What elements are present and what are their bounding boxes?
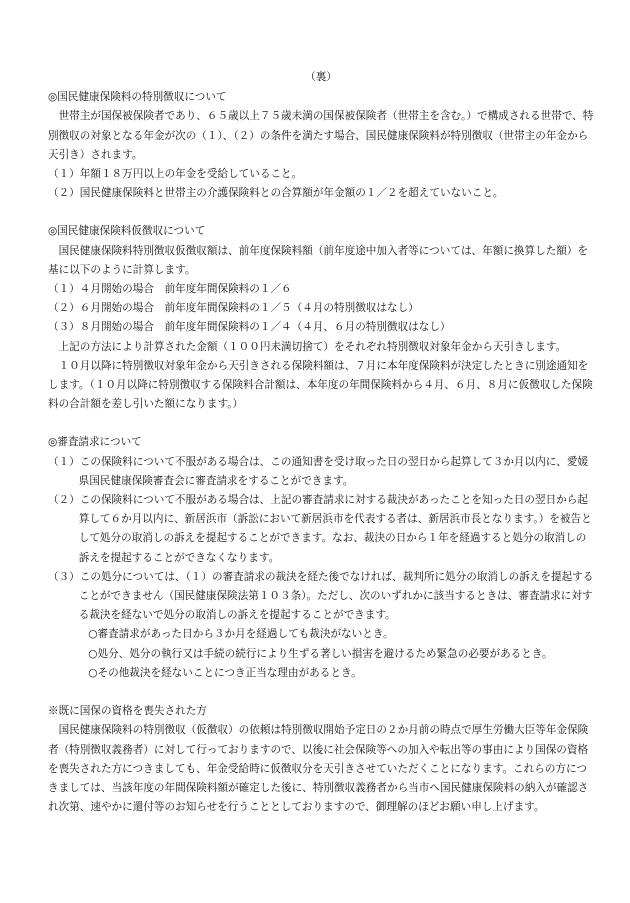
appeal-item: （３）この処分については、（１）の審査請求の裁決を経た後でなければ、裁判所に処分の取消しの訴えを提起することができません（国民健康保険法第１０３条）。ただし、次のいずれかに該当するときは、審査請求に対する裁決を経ないで処分の取消しの訴えを提起することができます。 — [48, 570, 594, 622]
section-heading: ◎国民健康保険料仮徴収について — [48, 225, 206, 238]
section-provisional-collection — [48, 222, 594, 414]
section-intro: 世帯主が国保被保険者であり、６５歳以上７５歳未満の国保被保険者（世帯主を含む。）で構成される世帯で、特別徴収の対象となる年金が次の（１）、（２）の条件を満たす場合、国民健康保険料が特別徴収（世帯主の年金から天引き）されます。 — [48, 110, 594, 161]
appeal-item: （１）この保険料について不服がある場合は、この通知書を受け取った日の翌日から起算して３か月以内に、愛媛県国民健康保険審査会に審査請求をすることができます。 — [48, 455, 589, 487]
section-heading: ◎審査請求について — [48, 436, 142, 449]
section-heading: ◎国民健康保険料の特別徴収について — [48, 91, 227, 104]
section-paragraph: １０月以降に特別徴収対象年金から天引きされる保険料額は、７月に本年度保険料が決定したときに別途通知をします。（１０月以降に特別徴収する保険料合計額は、本年度の年間保険料から４月、６月、８月に仮徴収した保険料の合計額を差し引いた額になります。） — [48, 359, 593, 411]
condition-item: （２）国民健康保険料と世帯主の介護保険料との合算額が年金額の１／２を超えていないこと。 — [48, 187, 504, 200]
section-special-collection — [48, 88, 594, 203]
page-label: （裏） — [305, 71, 337, 83]
calc-item: （３）８月開始の場合 前年度年間保険料の１／４（４月、６月の特別徴収はなし） — [48, 321, 451, 334]
section-paragraph: 上記の方法により計算された金額（１００円未満切捨て）をそれぞれ特別徴収対象年金から天引きします。 — [58, 340, 567, 353]
section-lost-eligibility — [48, 702, 594, 817]
appeal-item: （２）この保険料について不服がある場合は、上記の審査請求に対する裁決があったことを知った日の翌日から起算して６か月以内に、新居浜市（訴訟において新居浜市を代表する者は、新居浜市長となります。）を被告として処分の取消しの訴えを提起することができます。なお、裁決の日から１年を経過すると処分の取消しの訴えを提起することができなくなります。 — [48, 494, 592, 564]
calc-item: （１）４月開始の場合 前年度年間保険料の１／６ — [48, 283, 292, 296]
appeal-subitem: ○処分、処分の執行又は手続の続行により生ずる著しい損害を避けるため緊急の必要があるとき。 — [88, 647, 553, 660]
section-heading: ※既に国保の資格を喪失された方 — [48, 705, 207, 718]
calc-item: （２）６月開始の場合 前年度年間保険料の１／５（４月の特別徴収はなし） — [48, 302, 419, 315]
condition-item: （１）年額１８万円以上の年金を受給していること。 — [48, 168, 303, 181]
section-intro: 国民健康保険料特別徴収仮徴収額は、前年度保険料額（前年度途中加入者等については、年額に換算した額）を基に以下のように計算します。 — [48, 244, 589, 276]
appeal-subitem: ○その他裁決を経ないことにつき正当な理由があるとき。 — [88, 666, 362, 679]
section-intro: 国民健康保険料の特別徴収（仮徴収）の依頼は特別徴収開始予定日の２か月前の時点で厚生労働大臣等年金保険者（特別徴収義務者）に対して行っておりますので、以後に社会保険等への加入や転出等の事由により国保の資格を喪失された方につきましても、年金受給時に仮徴収分を天引きさせていただくことになります。これらの方につきましては、当該年度の年間保険料額が確定した後に、特別徴収義務者から当市へ国民健康保険料の納入が確認され次第、速やかに還付等のお知らせを行うこととしておりますので、御理解のほどお願い申し上げます。 — [48, 724, 589, 814]
section-appeal — [48, 433, 594, 683]
appeal-subitem: ○審査請求があった日から３か月を経過しても裁決がないとき。 — [88, 628, 394, 641]
